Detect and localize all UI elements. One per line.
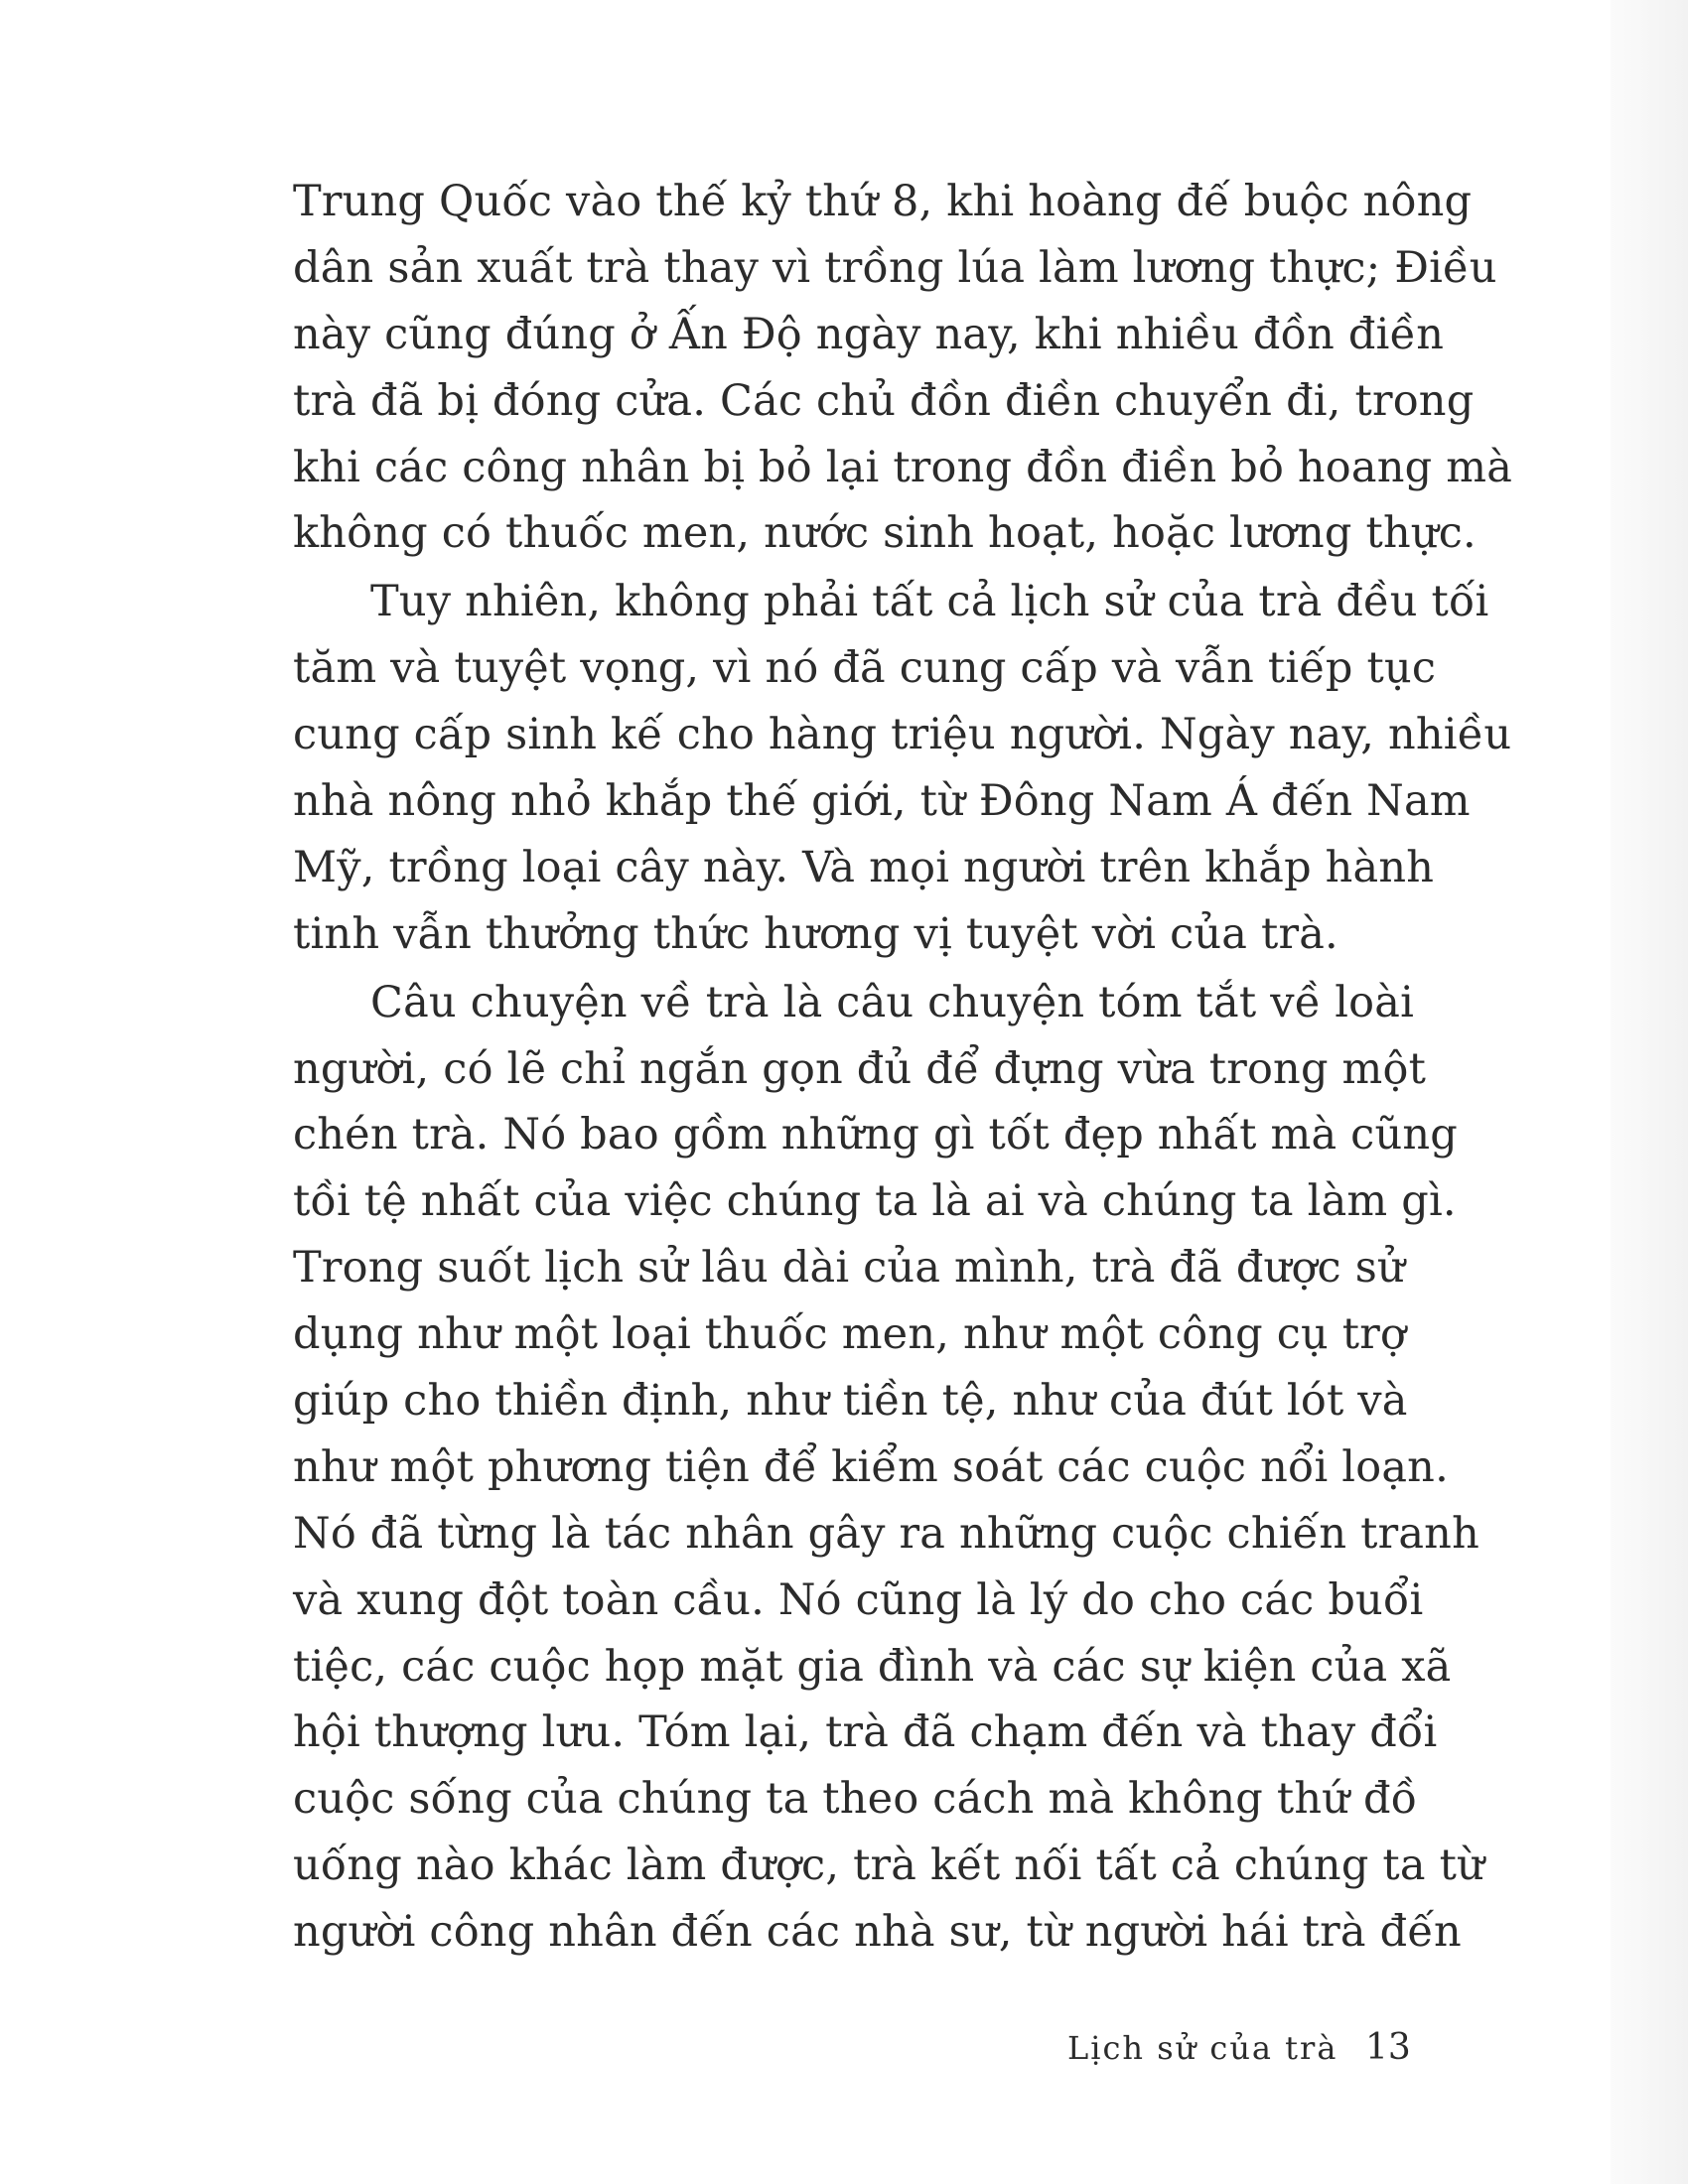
text-line: chén trà. Nó bao gồm những gì tốt đẹp nhất mà cũng [293, 1110, 1458, 1160]
text-line: như một phương tiện để kiểm soát các cuộc nổi loạn. [293, 1441, 1449, 1492]
text-line: Mỹ, trồng loại cây này. Và mọi người trên khắp hành [293, 842, 1435, 892]
paragraph [293, 970, 1484, 1966]
text-line: tăm và tuyệt vọng, vì nó đã cung cấp và vẫn tiếp tục [293, 643, 1437, 694]
text-line: cuộc sống của chúng ta theo cách mà không thứ đồ [293, 1774, 1418, 1825]
text-line: tiệc, các cuộc họp mặt gia đình và các sự kiện của xã [293, 1641, 1452, 1692]
text-line: Câu chuyện về trà là câu chuyện tóm tắt về loài [370, 977, 1415, 1027]
paragraph [293, 169, 1513, 567]
text-line: người công nhân đến các nhà sư, từ người hái trà đến [293, 1907, 1462, 1958]
text-line: tồi tệ nhất của việc chúng ta là ai và chúng ta làm gì. [293, 1176, 1457, 1227]
text-line: hội thượng lưu. Tóm lại, trà đã chạm đến và thay đổi [293, 1707, 1438, 1758]
text-line: nhà nông nhỏ khắp thế giới, từ Đông Nam Á đến Nam [293, 776, 1471, 827]
text-line: dân sản xuất trà thay vì trồng lúa làm lương thực; Điều [293, 242, 1497, 293]
text-line: này cũng đúng ở Ấn Độ ngày nay, khi nhiều đồn điền [293, 309, 1445, 359]
text-line: cung cấp sinh kế cho hàng triệu người. Ngày nay, nhiều [293, 710, 1512, 760]
page-number: 13 [1365, 2027, 1411, 2068]
text-line: không có thuốc men, nước sinh hoạt, hoặc lương thực. [293, 508, 1477, 559]
page-edge-shadow [1611, 0, 1688, 2184]
text-line: khi các công nhân bị bỏ lại trong đồn điền bỏ hoang mà [293, 442, 1513, 492]
body-text [293, 169, 1513, 1966]
text-line: tinh vẫn thưởng thức hương vị tuyệt vời của trà. [293, 908, 1338, 959]
running-footer [1067, 2023, 1411, 2073]
text-line: Tuy nhiên, không phải tất cả lịch sử của trà đều tối [370, 577, 1489, 627]
text-line: Nó đã từng là tác nhân gây ra những cuộc chiến tranh [293, 1508, 1479, 1559]
text-line: Trong suốt lịch sử lâu dài của mình, trà đã được sử [293, 1243, 1405, 1294]
text-line: giúp cho thiền định, như tiền tệ, như của đút lót và [293, 1376, 1408, 1427]
text-line: dụng như một loại thuốc men, như một công cụ trợ [293, 1309, 1407, 1360]
text-line: uống nào khác làm được, trà kết nối tất cả chúng ta từ [293, 1841, 1484, 1891]
book-title: Lịch sử của trà [1067, 2029, 1338, 2067]
paragraph [293, 569, 1512, 967]
text-line: người, có lẽ chỉ ngắn gọn đủ để đựng vừa trong một [293, 1043, 1427, 1094]
text-line: và xung đột toàn cầu. Nó cũng là lý do cho các buổi [293, 1574, 1424, 1625]
text-line: Trung Quốc vào thế kỷ thứ 8, khi hoàng đế buộc nông [293, 177, 1473, 226]
text-line: trà đã bị đóng cửa. Các chủ đồn điền chuyển đi, trong [293, 375, 1475, 426]
